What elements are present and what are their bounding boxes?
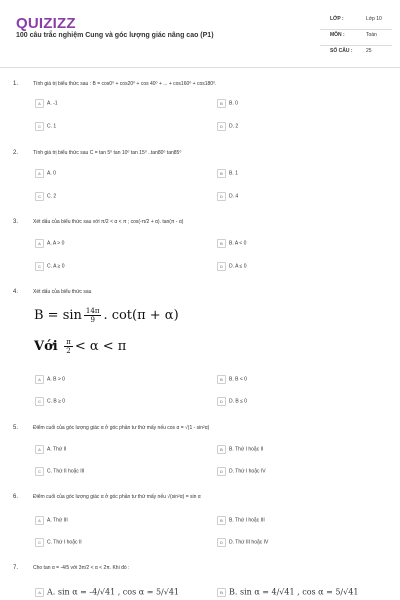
choice-a[interactable]	[35, 99, 58, 109]
question-number: 3.	[13, 219, 19, 225]
choice-text: D. 4	[229, 193, 239, 200]
fraction-denominator: 2	[66, 347, 71, 355]
meta-key: LỚP :	[330, 16, 344, 22]
choice-text: C. A ≥ 0	[47, 263, 65, 270]
choice-letter: A	[35, 375, 44, 384]
choice-text: C. Thứ II hoặc III	[47, 468, 85, 475]
question-text: Tính giá trị biểu thức sau : B = cos0⁰ + cos20⁰ + cos 40⁰ + ... + cos160⁰ + cos180⁰.	[33, 81, 217, 87]
choice-letter: B	[217, 169, 226, 178]
choice-text: D. 2	[229, 123, 239, 130]
choice-letter: C	[35, 192, 44, 201]
choice-letter: D	[217, 262, 226, 271]
question-text: Xét dấu của biểu thức sau với π/2 < α < π ; cos(-π/2 + α). tan(π - α)	[33, 219, 184, 225]
question-number: 7.	[13, 565, 19, 571]
choice-letter: B	[217, 588, 226, 597]
logo: QUIZIZZ	[16, 15, 76, 32]
question-number: 1.	[13, 81, 19, 87]
choice-b[interactable]	[217, 239, 246, 249]
meta-value: Lớp 10	[366, 16, 382, 22]
formula-text: < α < π	[74, 339, 127, 354]
choice-letter: D	[217, 467, 226, 476]
choice-d[interactable]	[217, 467, 266, 477]
formula-line-2	[34, 338, 126, 355]
choice-text: B. sin α = 4/√41 , cos α = 5/√41	[229, 587, 359, 597]
choice-text: C. 2	[47, 193, 57, 200]
choice-letter: B	[217, 375, 226, 384]
meta-key: SỐ CÂU :	[330, 48, 353, 54]
choice-letter: C	[35, 122, 44, 131]
formula-text: B = sin	[34, 308, 82, 323]
fraction-denominator: 9	[90, 316, 95, 324]
choice-letter: B	[217, 239, 226, 248]
formula-text: . cot(π + α)	[103, 308, 179, 323]
choice-letter: B	[217, 99, 226, 108]
choice-text: A. A > 0	[47, 240, 65, 247]
question-number: 4.	[13, 289, 19, 295]
choice-text: C. 1	[47, 123, 57, 130]
choice-letter: B	[217, 516, 226, 525]
choice-b[interactable]	[217, 99, 238, 109]
choice-text: A. 0	[47, 170, 56, 177]
meta-value: Toán	[366, 32, 377, 38]
choice-b[interactable]	[217, 375, 247, 385]
choice-a[interactable]	[35, 516, 68, 526]
choice-text: B. 0	[229, 100, 238, 107]
question-text: Điểm cuối của góc lượng giác α ở góc phần tư thứ mấy nếu cos α = √(1 - sin²α)	[33, 425, 210, 431]
choice-letter: C	[35, 467, 44, 476]
choice-b[interactable]	[217, 587, 358, 597]
meta-key: MÔN :	[330, 32, 345, 38]
choice-text: D. A ≤ 0	[229, 263, 247, 270]
choice-text: C. B ≥ 0	[47, 398, 66, 405]
choice-letter: C	[35, 262, 44, 271]
choice-a[interactable]	[35, 169, 56, 179]
question-text: Điểm cuối của góc lượng giác α ở góc phần tư thứ mấy nếu √(sin²α) = sin α	[33, 494, 201, 500]
choice-letter: D	[217, 122, 226, 131]
fraction-numerator: π	[66, 338, 71, 346]
choice-d[interactable]	[217, 397, 247, 407]
header-divider	[0, 67, 400, 68]
choice-text: C. Thứ I hoặc II	[47, 539, 82, 546]
question-number: 5.	[13, 425, 19, 431]
meta-row-subject	[320, 30, 392, 46]
choice-letter: A	[35, 516, 44, 525]
choice-letter: C	[35, 397, 44, 406]
choice-c[interactable]	[35, 397, 65, 407]
choice-c[interactable]	[35, 467, 84, 477]
choice-letter: A	[35, 169, 44, 178]
choice-d[interactable]	[217, 192, 238, 202]
question-text: Tính giá trị biểu thức sau C = tan 5⁰ tan 10⁰ tan 15⁰ ..tan80⁰ tan85⁰	[33, 150, 182, 156]
choice-letter: A	[35, 239, 44, 248]
fraction-numerator: 14π	[85, 307, 100, 315]
choice-b[interactable]	[217, 516, 265, 526]
choice-a[interactable]	[35, 375, 65, 385]
question-text: Xét dấu của biểu thức sau	[33, 289, 92, 295]
meta-row-count	[320, 46, 392, 61]
question-number: 2.	[13, 150, 19, 156]
choice-letter: D	[217, 192, 226, 201]
choice-d[interactable]	[217, 122, 238, 132]
question-text: Cho tan α = -4/5 với 3π/2 < α < 2π. Khi đó :	[33, 565, 130, 571]
choice-letter: B	[217, 445, 226, 454]
choice-d[interactable]	[217, 538, 268, 548]
choice-text: B. A < 0	[229, 240, 247, 247]
choice-text: A. B > 0	[47, 376, 65, 383]
choice-letter: A	[35, 588, 44, 597]
choice-text: D. B ≤ 0	[229, 398, 248, 405]
choice-b[interactable]	[217, 169, 238, 179]
formula-line-1	[34, 307, 179, 324]
page-title: 100 câu trắc nghiệm Cung và góc lượng giác nâng cao (P1)	[16, 32, 214, 39]
choice-text: B. 1	[229, 170, 238, 177]
meta-row-class	[320, 14, 392, 30]
choice-text: A. sin α = -4/√41 , cos α = 5/√41	[47, 587, 180, 597]
choice-b[interactable]	[217, 445, 263, 455]
choice-text: D. Thứ III hoặc IV	[229, 539, 269, 546]
choice-letter: A	[35, 445, 44, 454]
choice-text: B. Thứ I hoặc III	[229, 517, 265, 524]
choice-a[interactable]	[35, 587, 179, 597]
choice-d[interactable]	[217, 262, 246, 272]
choice-text: D. Thứ I hoặc IV	[229, 468, 266, 475]
question-number: 6.	[13, 494, 19, 500]
formula-text: Với	[34, 339, 58, 354]
choice-a[interactable]	[35, 445, 66, 455]
choice-text: A. Thứ II	[47, 446, 67, 453]
choice-letter: D	[217, 538, 226, 547]
choice-letter: D	[217, 397, 226, 406]
choice-text: B. Thứ I hoặc II	[229, 446, 264, 453]
choice-c[interactable]	[35, 262, 64, 272]
fraction	[64, 338, 73, 355]
choice-c[interactable]	[35, 192, 56, 202]
choice-text: A. Thứ III	[47, 517, 68, 524]
choice-a[interactable]	[35, 239, 64, 249]
meta-value: 25	[366, 48, 372, 54]
choice-text: A. -1	[47, 100, 58, 107]
choice-letter: A	[35, 99, 44, 108]
choice-text: B. B < 0	[229, 376, 247, 383]
fraction	[84, 307, 102, 324]
choice-c[interactable]	[35, 122, 56, 132]
meta-box	[320, 14, 392, 61]
choice-c[interactable]	[35, 538, 82, 548]
choice-letter: C	[35, 538, 44, 547]
